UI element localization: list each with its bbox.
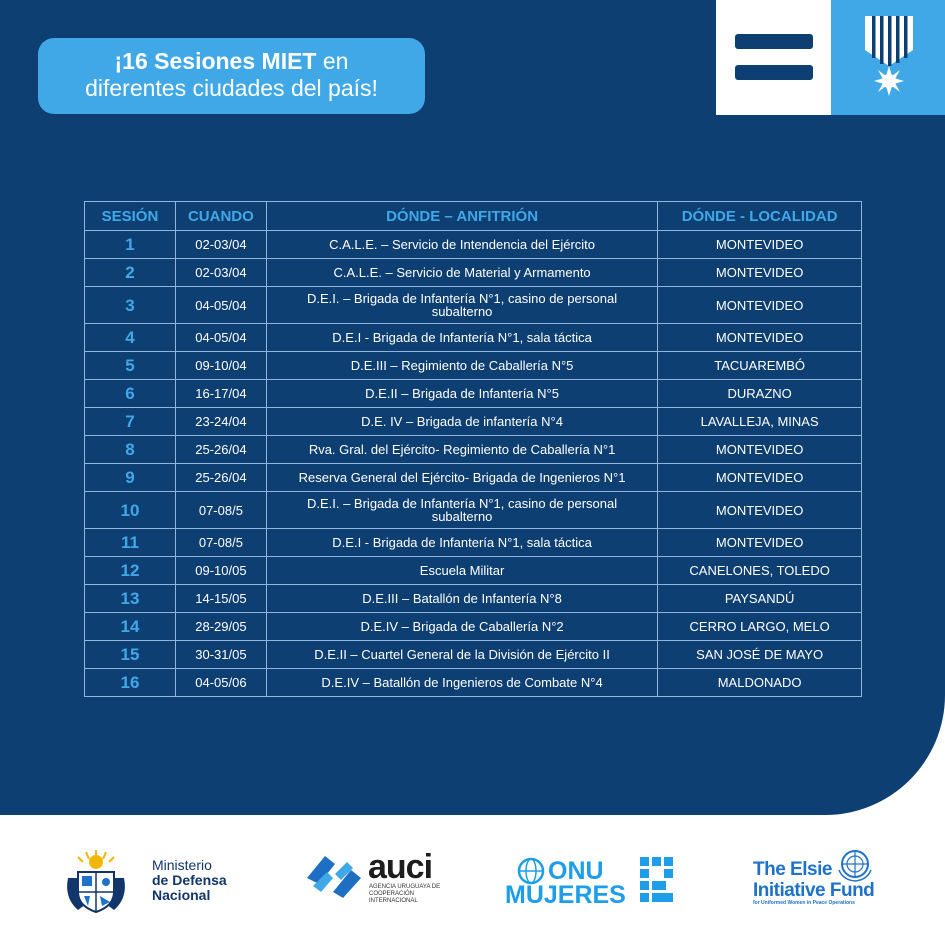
sessions-table <box>84 201 862 697</box>
session-number: 9 <box>85 464 176 492</box>
session-locality: MALDONADO <box>658 669 862 697</box>
session-host: D.E.II – Cuartel General de la División de Ejército II <box>266 641 657 669</box>
table-row <box>85 352 862 380</box>
session-host: D.E.I. – Brigada de Infantería N°1, casino de personal subalterno <box>266 492 657 529</box>
mujeres-wordmark: MUJERES <box>505 881 626 909</box>
equality-grid-icon <box>640 857 680 905</box>
title-bold: ¡16 Sesiones MIET <box>114 48 317 74</box>
session-locality: MONTEVIDEO <box>658 287 862 324</box>
session-date: 28-29/05 <box>175 613 266 641</box>
session-locality: LAVALLEJA, MINAS <box>658 408 862 436</box>
session-locality: MONTEVIDEO <box>658 324 862 352</box>
session-host: Rva. Gral. del Ejército- Regimiento de Caballería N°1 <box>266 436 657 464</box>
session-host: D.E.I. – Brigada de Infantería N°1, casino de personal subalterno <box>266 287 657 324</box>
equals-bar-bottom <box>735 65 813 80</box>
elsie-line-1: The Elsie <box>753 859 832 880</box>
table-row <box>85 557 862 585</box>
session-host: Escuela Militar <box>266 557 657 585</box>
un-emblem-icon <box>835 848 875 882</box>
session-host: D.E.IV – Batallón de Ingenieros de Combate N°4 <box>266 669 657 697</box>
session-number: 12 <box>85 557 176 585</box>
session-locality: TACUAREMBÓ <box>658 352 862 380</box>
session-number: 1 <box>85 231 176 259</box>
table-row <box>85 585 862 613</box>
session-host: D.E.III – Regimiento de Caballería N°5 <box>266 352 657 380</box>
table-row <box>85 259 862 287</box>
session-date: 04-05/04 <box>175 324 266 352</box>
title-line-1 <box>38 48 425 75</box>
header-session: SESIÓN <box>85 202 176 231</box>
session-host: D.E.II – Brigada de Infantería N°5 <box>266 380 657 408</box>
onu-wordmark: ONU <box>548 857 604 885</box>
ministerio-logo-text <box>152 858 227 903</box>
session-number: 13 <box>85 585 176 613</box>
session-locality: DURAZNO <box>658 380 862 408</box>
session-number: 2 <box>85 259 176 287</box>
table-row <box>85 492 862 529</box>
table-row <box>85 529 862 557</box>
elsie-tagline: for Uniformed Women in Peace Operations <box>753 900 855 906</box>
title-badge <box>38 38 425 114</box>
session-date: 25-26/04 <box>175 436 266 464</box>
title-rest: en <box>316 48 349 74</box>
session-host: C.A.L.E. – Servicio de Material y Armamento <box>266 259 657 287</box>
mdn-line-3: Nacional <box>152 887 211 903</box>
session-number: 7 <box>85 408 176 436</box>
session-locality: MONTEVIDEO <box>658 259 862 287</box>
session-date: 04-05/04 <box>175 287 266 324</box>
session-number: 3 <box>85 287 176 324</box>
corner-emblem <box>716 0 945 115</box>
session-date: 09-10/04 <box>175 352 266 380</box>
session-date: 23-24/04 <box>175 408 266 436</box>
mdn-line-2: de Defensa <box>152 872 227 888</box>
session-locality: CERRO LARGO, MELO <box>658 613 862 641</box>
session-number: 15 <box>85 641 176 669</box>
session-host: D.E.I - Brigada de Infantería N°1, sala táctica <box>266 324 657 352</box>
equals-bar-top <box>735 34 813 49</box>
table-row <box>85 408 862 436</box>
auci-logo-icon <box>303 852 365 902</box>
uruguay-coat-of-arms-icon <box>62 848 130 918</box>
auci-wordmark: auci <box>368 848 433 886</box>
header-locality: DÓNDE - LOCALIDAD <box>658 202 862 231</box>
session-host: C.A.L.E. – Servicio de Intendencia del Ejército <box>266 231 657 259</box>
session-number: 16 <box>85 669 176 697</box>
session-locality: PAYSANDÚ <box>658 585 862 613</box>
session-number: 5 <box>85 352 176 380</box>
session-number: 4 <box>85 324 176 352</box>
medal-panel <box>831 0 945 115</box>
session-locality: MONTEVIDEO <box>658 492 862 529</box>
session-date: 25-26/04 <box>175 464 266 492</box>
table-row <box>85 231 862 259</box>
session-locality: MONTEVIDEO <box>658 231 862 259</box>
auci-subtitle: AGENCIA URUGUAYA DE COOPERACIÓN INTERNACIONAL <box>369 884 441 904</box>
table-row <box>85 464 862 492</box>
session-host: Reserva General del Ejército- Brigada de Ingenieros N°1 <box>266 464 657 492</box>
session-host: D.E.IV – Brigada de Caballería N°2 <box>266 613 657 641</box>
session-host: D.E.I - Brigada de Infantería N°1, sala táctica <box>266 529 657 557</box>
header-when: CUANDO <box>175 202 266 231</box>
session-host: D.E. IV – Brigada de infantería N°4 <box>266 408 657 436</box>
session-date: 07-08/5 <box>175 492 266 529</box>
mdn-line-1: Ministerio <box>152 857 212 873</box>
header-host: DÓNDE – ANFITRIÓN <box>266 202 657 231</box>
session-number: 14 <box>85 613 176 641</box>
session-date: 14-15/05 <box>175 585 266 613</box>
session-locality: CANELONES, TOLEDO <box>658 557 862 585</box>
table-row <box>85 380 862 408</box>
session-date: 30-31/05 <box>175 641 266 669</box>
session-locality: MONTEVIDEO <box>658 529 862 557</box>
table-row <box>85 669 862 697</box>
session-date: 02-03/04 <box>175 259 266 287</box>
session-locality: SAN JOSÉ DE MAYO <box>658 641 862 669</box>
session-number: 8 <box>85 436 176 464</box>
session-date: 02-03/04 <box>175 231 266 259</box>
session-number: 6 <box>85 380 176 408</box>
session-locality: MONTEVIDEO <box>658 464 862 492</box>
table-header-row <box>85 202 862 231</box>
elsie-line-2: Initiative Fund <box>753 880 875 901</box>
table-row <box>85 436 862 464</box>
session-locality: MONTEVIDEO <box>658 436 862 464</box>
session-host: D.E.III – Batallón de Infantería N°8 <box>266 585 657 613</box>
table-row <box>85 613 862 641</box>
session-date: 04-05/06 <box>175 669 266 697</box>
session-date: 07-08/5 <box>175 529 266 557</box>
medal-icon <box>831 0 945 115</box>
table-row <box>85 287 862 324</box>
table-row <box>85 324 862 352</box>
session-date: 16-17/04 <box>175 380 266 408</box>
session-date: 09-10/05 <box>175 557 266 585</box>
equals-panel <box>716 0 831 115</box>
session-number: 11 <box>85 529 176 557</box>
session-number: 10 <box>85 492 176 529</box>
title-line-2: diferentes ciudades del país! <box>85 75 378 101</box>
table-row <box>85 641 862 669</box>
